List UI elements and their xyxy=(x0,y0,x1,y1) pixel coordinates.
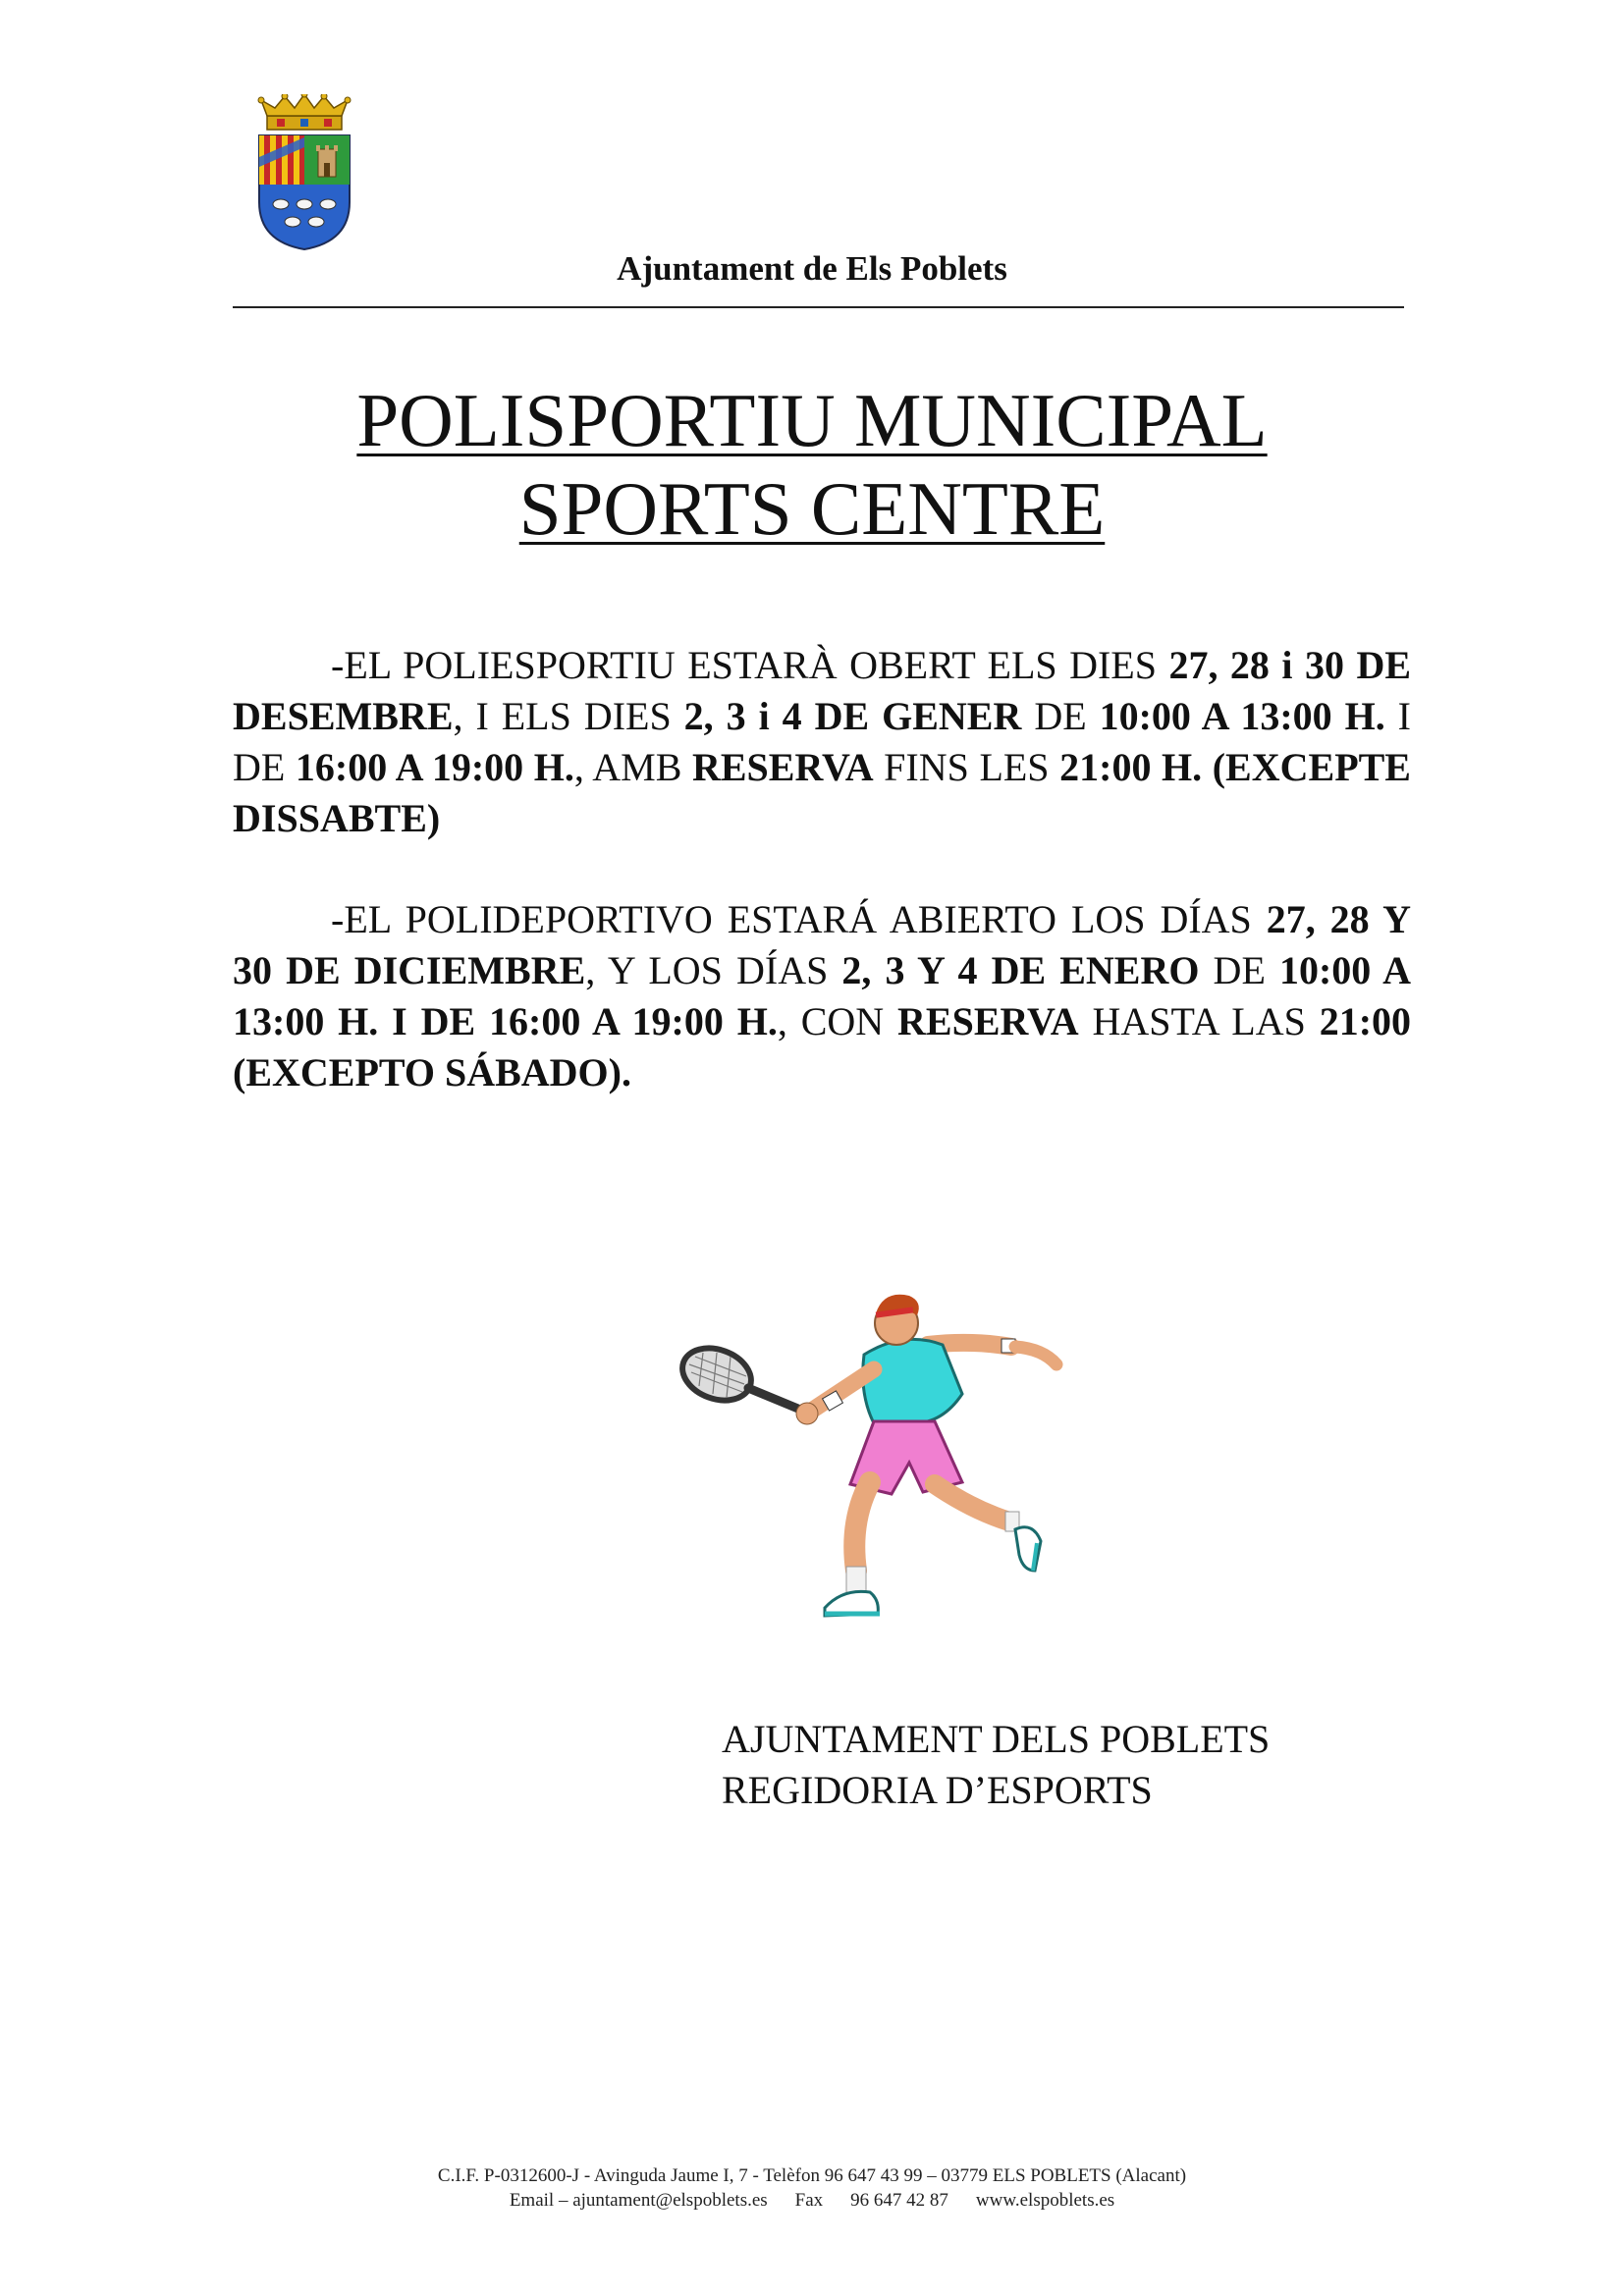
ns-text-2: , Y LOS DÍAS xyxy=(585,948,842,992)
footer-web: www.elspoblets.es xyxy=(975,2190,1115,2211)
tennis-player-icon xyxy=(677,1276,1080,1629)
nv-bold-1: 27, 28 i 30 DE DESEMBRE xyxy=(233,643,1412,738)
signature-line-1: AJUNTAMENT DELS POBLETS xyxy=(722,1717,1271,1761)
ns-text-3: DE xyxy=(1199,948,1279,992)
signature-line-2: REGIDORIA D’ESPORTS xyxy=(722,1768,1153,1812)
ns-bold-5: 21:00 (EXCEPTO SÁBADO). xyxy=(233,999,1412,1095)
page-title-line-2 xyxy=(0,464,1624,553)
footer-address: Avinguda Jaume I, 7 xyxy=(593,2165,748,2186)
nv-bold-3: 10:00 A 13:00 H. xyxy=(1099,694,1385,738)
nv-text-6: FINS LES xyxy=(873,745,1060,789)
title-text-1: POLISPORTIU MUNICIPAL xyxy=(356,378,1268,462)
notice-valencian xyxy=(233,640,1411,844)
footer-line-1: C.I.F. P-0312600-J - Avinguda Jaume I, 7 - Telèfon 96 647 43 99 – 03779 ELS POBLETS (Alacant) xyxy=(437,2165,1187,2186)
signature-block xyxy=(722,1714,1270,1816)
footer-line-2 xyxy=(0,2188,1624,2213)
footer-cif: C.I.F. P-0312600-J xyxy=(437,2165,580,2186)
ns-text-1: -EL POLIDEPORTIVO ESTARÁ ABIERTO LOS DÍAS xyxy=(331,897,1267,941)
footer-fax: 96 647 42 87 xyxy=(850,2190,948,2211)
footer-fax-label: Fax xyxy=(794,2190,824,2211)
ns-bold-1: 27, 28 Y 30 DE DICIEMBRE xyxy=(233,897,1411,992)
ns-text-5: HASTA LAS xyxy=(1078,999,1320,1043)
nv-bold-6: 21:00 H. (EXCEPTE DISSABTE) xyxy=(233,745,1411,840)
nv-bold-4: 16:00 A 19:00 H. xyxy=(295,745,574,789)
organization-header: Ajuntament de Els Poblets xyxy=(617,249,1007,288)
nv-text-4: I DE xyxy=(233,694,1411,789)
footer-email: Email – ajuntament@elspoblets.es xyxy=(509,2190,768,2211)
notice-spanish xyxy=(233,894,1411,1098)
nv-text-2: , I ELS DIES xyxy=(453,694,684,738)
coat-of-arms-icon xyxy=(253,94,355,251)
ns-bold-2: 2, 3 Y 4 DE ENERO xyxy=(841,948,1200,992)
nv-text-1: -EL POLIESPORTIU ESTARÀ OBERT ELS DIES xyxy=(331,643,1169,687)
nv-text-5: , AMB xyxy=(573,745,692,789)
nv-bold-2: 2, 3 i 4 DE GENER xyxy=(683,694,1022,738)
nv-bold-5: RESERVA xyxy=(691,745,874,789)
ns-bold-3: 10:00 A 13:00 H. I DE 16:00 A 19:00 H. xyxy=(233,948,1412,1043)
footer-phone: Telèfon 96 647 43 99 xyxy=(763,2165,923,2186)
footer-postal: 03779 ELS POBLETS (Alacant) xyxy=(941,2165,1187,2186)
ns-bold-4: RESERVA xyxy=(897,999,1079,1043)
page-title-line-1 xyxy=(0,376,1624,464)
title-text-2: SPORTS CENTRE xyxy=(518,466,1106,551)
nv-text-3: DE xyxy=(1021,694,1100,738)
ns-text-4: , CON xyxy=(777,999,898,1043)
header-divider xyxy=(233,306,1404,308)
